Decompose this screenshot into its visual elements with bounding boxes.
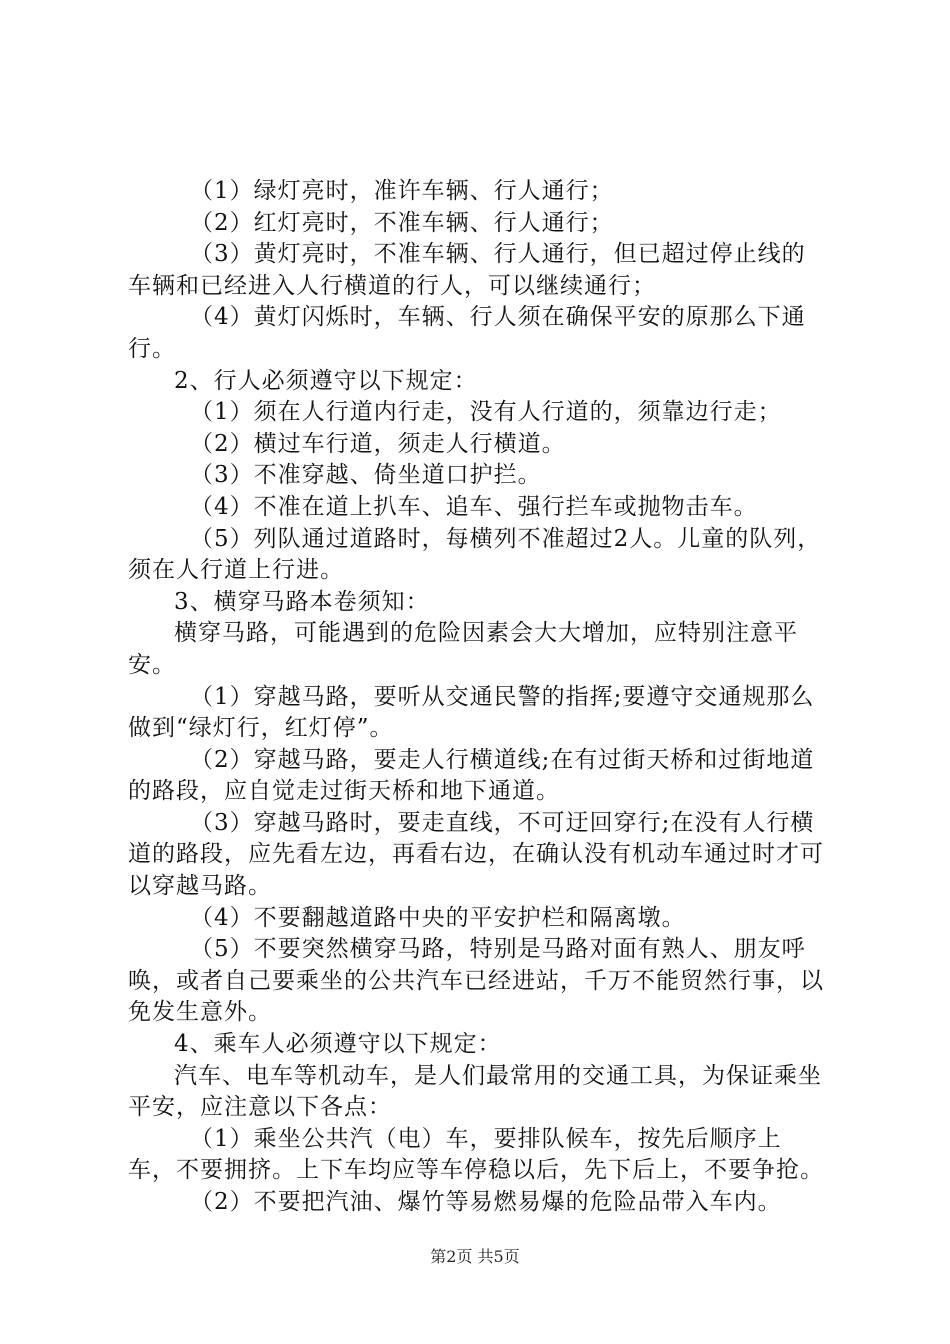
document-body xyxy=(128,176,828,1219)
paragraph: （3）不准穿越、倚坐道口护拦。 xyxy=(190,462,542,489)
paragraph: （4）不要翻越道路中央的平安护栏和隔离墩。 xyxy=(190,904,686,931)
paragraph: （4）不准在道上扒车、追车、强行拦车或抛物击车。 xyxy=(190,493,758,520)
paragraph: 3、横穿马路本卷须知： xyxy=(174,588,430,615)
paragraph: （2）不要把汽油、爆竹等易燃易爆的危险品带入车内。 xyxy=(190,1189,782,1215)
paragraph: （1）穿越马路，要听从交通民警的指挥;要遵守交通规那么做到“绿灯行，红灯停”。 xyxy=(128,683,815,742)
paragraph: （1）绿灯亮时，准许车辆、行人通行； xyxy=(190,178,614,204)
page-footer: 第2页 共5页 xyxy=(430,1247,520,1266)
paragraph: 2、行人必须遵守以下规定： xyxy=(174,367,478,394)
paragraph: （3）黄灯亮时，不准车辆、行人通行，但已超过停止线的车辆和已经进入人行横道的行人，可以继续通行； xyxy=(128,241,806,299)
paragraph: 4、乘车人必须遵守以下规定： xyxy=(174,1031,502,1058)
paragraph: （1）须在人行道内行走，没有人行道的，须靠边行走； xyxy=(190,399,782,426)
paragraph: （5）列队通过道路时，每横列不准超过2人。儿童的队列，须在人行道上行进。 xyxy=(128,525,822,584)
paragraph: （2）穿越马路，要走人行横道线;在有过街天桥和过街地道的路段，应自觉走过街天桥和地下通道。 xyxy=(128,746,815,805)
paragraph: （5）不要突然横穿马路，特别是马路对面有熟人、朋友呼唤，或者自己要乘坐的公共汽车已经进站，千万不能贸然行事，以免发生意外。 xyxy=(128,936,824,1026)
paragraph: （1）乘坐公共汽（电）车，要排队候车，按先后顺序上车，不要拥挤。上下车均应等车停稳以后，先下后上，不要争抢。 xyxy=(128,1125,824,1184)
paragraph: （2）横过车行道，须走人行横道。 xyxy=(190,430,566,457)
paragraph: （2）红灯亮时，不准车辆、行人通行； xyxy=(190,209,614,236)
paragraph: 横穿马路，可能遇到的危险因素会大大增加，应特别注意平安。 xyxy=(128,620,798,678)
paragraph: （4）黄灯闪烁时，车辆、行人须在确保平安的原那么下通行。 xyxy=(128,304,806,362)
paragraph: （3）穿越马路时，要走直线，不可迂回穿行;在没有人行横道的路段，应先看左边，再看右边，在确认没有机动车通过时才可以穿越马路。 xyxy=(128,809,824,900)
paragraph: 汽车、电车等机动车，是人们最常用的交通工具，为保证乘坐平安，应注意以下各点： xyxy=(128,1062,822,1121)
